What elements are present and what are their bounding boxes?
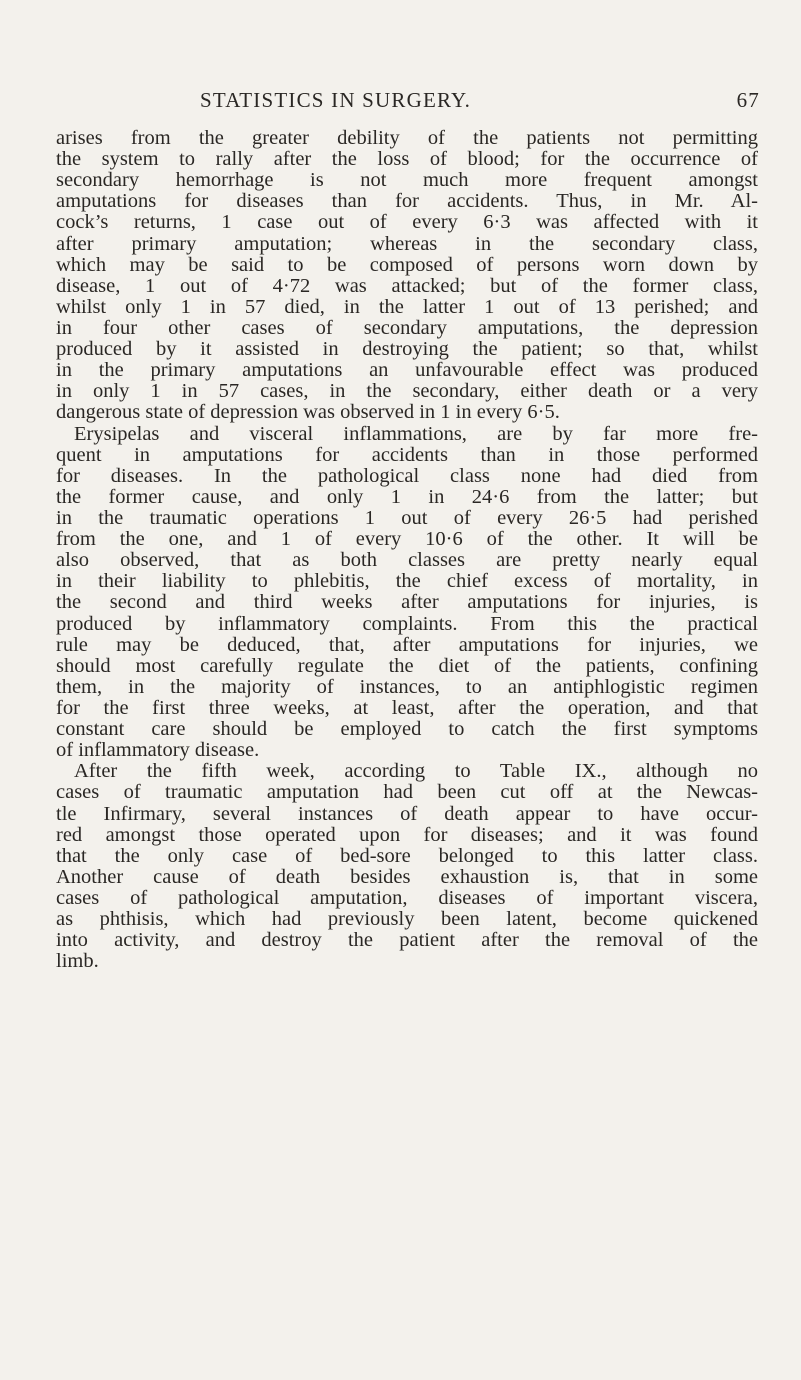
text-line: in four other cases of secondary amputations, the depression bbox=[56, 316, 758, 339]
text-line: Another cause of death besides exhaustion is, that in some bbox=[56, 865, 758, 888]
text-line: Erysipelas and visceral inflammations, are by far more fre- bbox=[74, 422, 758, 445]
text-line: in the traumatic operations 1 out of every 26·5 had perished bbox=[56, 506, 758, 529]
text-line: for the first three weeks, at least, after the operation, and that bbox=[56, 696, 758, 719]
text-line: in the primary amputations an unfavourable effect was produced bbox=[56, 359, 758, 382]
body-text bbox=[56, 128, 758, 972]
text-line: arises from the greater debility of the patients not permitting bbox=[56, 127, 758, 149]
text-line: cases of pathological amputation, diseases of important viscera, bbox=[56, 886, 758, 909]
text-line: produced by inflammatory complaints. From this the practical bbox=[56, 612, 758, 635]
text-line: rule may be deduced, that, after amputations for injuries, we bbox=[56, 633, 758, 656]
running-head bbox=[200, 88, 760, 118]
text-line: produced by it assisted in destroying the patient; so that, whilst bbox=[56, 338, 758, 361]
text-line: secondary hemorrhage is not much more frequent amongst bbox=[56, 169, 758, 192]
text-line: for diseases. In the pathological class none had died from bbox=[56, 464, 758, 487]
text-line: cases of traumatic amputation had been cut off at the Newcas- bbox=[56, 781, 758, 804]
text-line: them, in the majority of instances, to an antiphlogistic regimen bbox=[56, 675, 758, 698]
text-line: constant care should be employed to catch the first symptoms bbox=[56, 718, 758, 741]
text-line: in only 1 in 57 cases, in the secondary, either death or a very bbox=[56, 380, 758, 403]
text-line: the system to rally after the loss of blood; for the occurrence of bbox=[56, 148, 758, 171]
text-line: limb. bbox=[56, 950, 99, 973]
text-line: the second and third weeks after amputations for injuries, is bbox=[56, 591, 758, 614]
text-line: from the one, and 1 of every 10·6 of the other. It will be bbox=[56, 528, 758, 551]
text-line: dangerous state of depression was observed in 1 in every 6·5. bbox=[56, 401, 560, 424]
text-line: after primary amputation; whereas in the secondary class, bbox=[56, 232, 758, 255]
text-line: as phthisis, which had previously been latent, become quickened bbox=[56, 908, 758, 931]
text-line: quent in amputations for accidents than in those performed bbox=[56, 443, 758, 466]
text-line: cock’s returns, 1 case out of every 6·3 was affected with it bbox=[56, 211, 758, 234]
text-line: should most carefully regulate the diet of the patients, confining bbox=[56, 654, 758, 677]
text-line: the former cause, and only 1 in 24·6 from the latter; but bbox=[56, 485, 758, 508]
text-line: tle Infirmary, several instances of death appear to have occur- bbox=[56, 802, 758, 825]
text-line: also observed, that as both classes are pretty nearly equal bbox=[56, 549, 758, 572]
paragraph-1 bbox=[56, 128, 758, 424]
text-line: which may be said to be composed of persons worn down by bbox=[56, 253, 758, 276]
text-line: of inflammatory disease. bbox=[56, 739, 260, 762]
page-number: 67 bbox=[736, 88, 760, 112]
text-line: that the only case of bed-sore belonged to this latter class. bbox=[56, 844, 758, 867]
text-line: whilst only 1 in 57 died, in the latter 1 out of 13 perished; and bbox=[56, 295, 758, 318]
text-line: After the fifth week, according to Table IX., although no bbox=[74, 760, 758, 783]
paragraph-2 bbox=[56, 424, 758, 762]
text-line: into activity, and destroy the patient after the removal of the bbox=[56, 929, 758, 952]
text-line: amputations for diseases than for accidents. Thus, in Mr. Al- bbox=[56, 190, 758, 213]
text-line: red amongst those operated upon for diseases; and it was found bbox=[56, 823, 758, 846]
paragraph-3 bbox=[56, 761, 758, 972]
running-title: STATISTICS IN SURGERY. bbox=[200, 88, 472, 112]
text-line: disease, 1 out of 4·72 was attacked; but of the former class, bbox=[56, 274, 758, 297]
text-line: in their liability to phlebitis, the chief excess of mortality, in bbox=[56, 570, 758, 593]
